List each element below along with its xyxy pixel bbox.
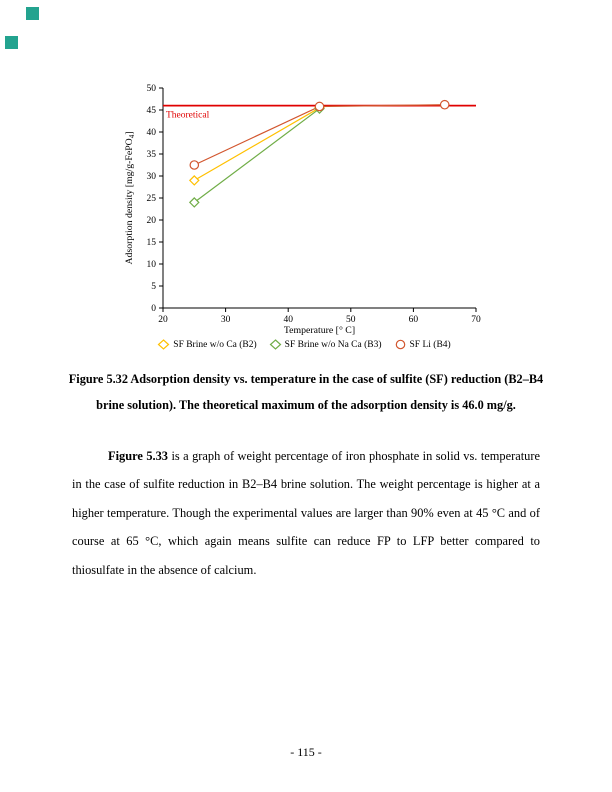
x-axis-title: Temperature [° C] (283, 325, 356, 336)
series-line-1 (194, 108, 319, 181)
x-tick-label: 20 (158, 315, 168, 325)
legend-marker-shape (270, 340, 280, 349)
adsorption-density-chart (118, 80, 490, 338)
x-tick-label: 70 (471, 315, 481, 325)
y-tick-label: 35 (146, 150, 156, 161)
teal-marker-square-1 (26, 7, 39, 20)
data-point-circle-series-3 (190, 161, 198, 169)
data-point-circle-series-3 (315, 102, 323, 110)
legend-circle-icon (394, 339, 407, 350)
figure-caption-line1: Figure 5.32 Adsorption density vs. temperature in the case of sulfite (SF) reduction (B2–B4 (68, 372, 544, 386)
data-point-diamond-series-1 (190, 176, 199, 185)
figure-caption-line2: brine solution). The theoretical maximum of the adsorption density is 46.0 mg/g. (96, 398, 516, 412)
y-tick-label: 5 (151, 282, 156, 293)
theoretical-label: Theoretical (166, 110, 210, 121)
x-tick-label: 60 (408, 315, 419, 325)
legend-item-2 (269, 339, 382, 350)
y-tick-label: 30 (146, 172, 156, 183)
data-point-diamond-series-2 (190, 198, 199, 207)
body-paragraph (72, 442, 540, 584)
legend-diamond-icon (157, 339, 170, 350)
page-number: - 115 - (290, 745, 322, 759)
legend-marker-shape (159, 340, 169, 349)
x-tick-label: 30 (220, 315, 231, 325)
data-point-circle-series-3 (441, 101, 449, 109)
legend-marker-shape (396, 340, 404, 348)
paragraph-text: is a graph of weight percentage of iron phosphate in solid vs. temperature in the case of sulfite reduction in B2–B4 brine solution. The weight percentage is higher at a higher temperature. Though the experimental values are larger than 90% even at 45 °C and of course at 65 °C, which again means sulfite can reduce FP to LFP better compared to thiosulfate in the absence of calcium. (72, 449, 541, 577)
y-tick-label: 10 (146, 260, 156, 271)
legend-label: SF Li (B4) (409, 339, 451, 350)
paragraph-lead-bold: Figure 5.33 (108, 449, 169, 463)
figure-caption (40, 366, 572, 418)
y-tick-label: 40 (146, 128, 156, 139)
x-tick-label: 50 (346, 315, 356, 325)
legend-diamond-icon (269, 339, 282, 350)
chart-legend (118, 339, 490, 350)
figure-5-32-chart (118, 80, 490, 350)
y-tick-label: 45 (146, 106, 156, 117)
y-tick-label: 15 (146, 238, 156, 249)
teal-marker-square-2 (5, 36, 18, 49)
x-tick-label: 40 (283, 315, 293, 325)
y-tick-label: 50 (146, 84, 156, 95)
y-axis-title: Adsorption density [mg/g-FePO$_4$] (124, 131, 136, 265)
legend-item-1 (157, 339, 256, 350)
y-tick-label: 0 (151, 304, 156, 315)
series-line-2 (194, 109, 319, 203)
y-tick-label: 20 (146, 216, 156, 227)
legend-label: SF Brine w/o Na Ca (B3) (284, 339, 382, 350)
y-tick-label: 25 (146, 194, 156, 205)
legend-item-3 (394, 339, 451, 350)
legend-label: SF Brine w/o Ca (B2) (173, 339, 257, 350)
